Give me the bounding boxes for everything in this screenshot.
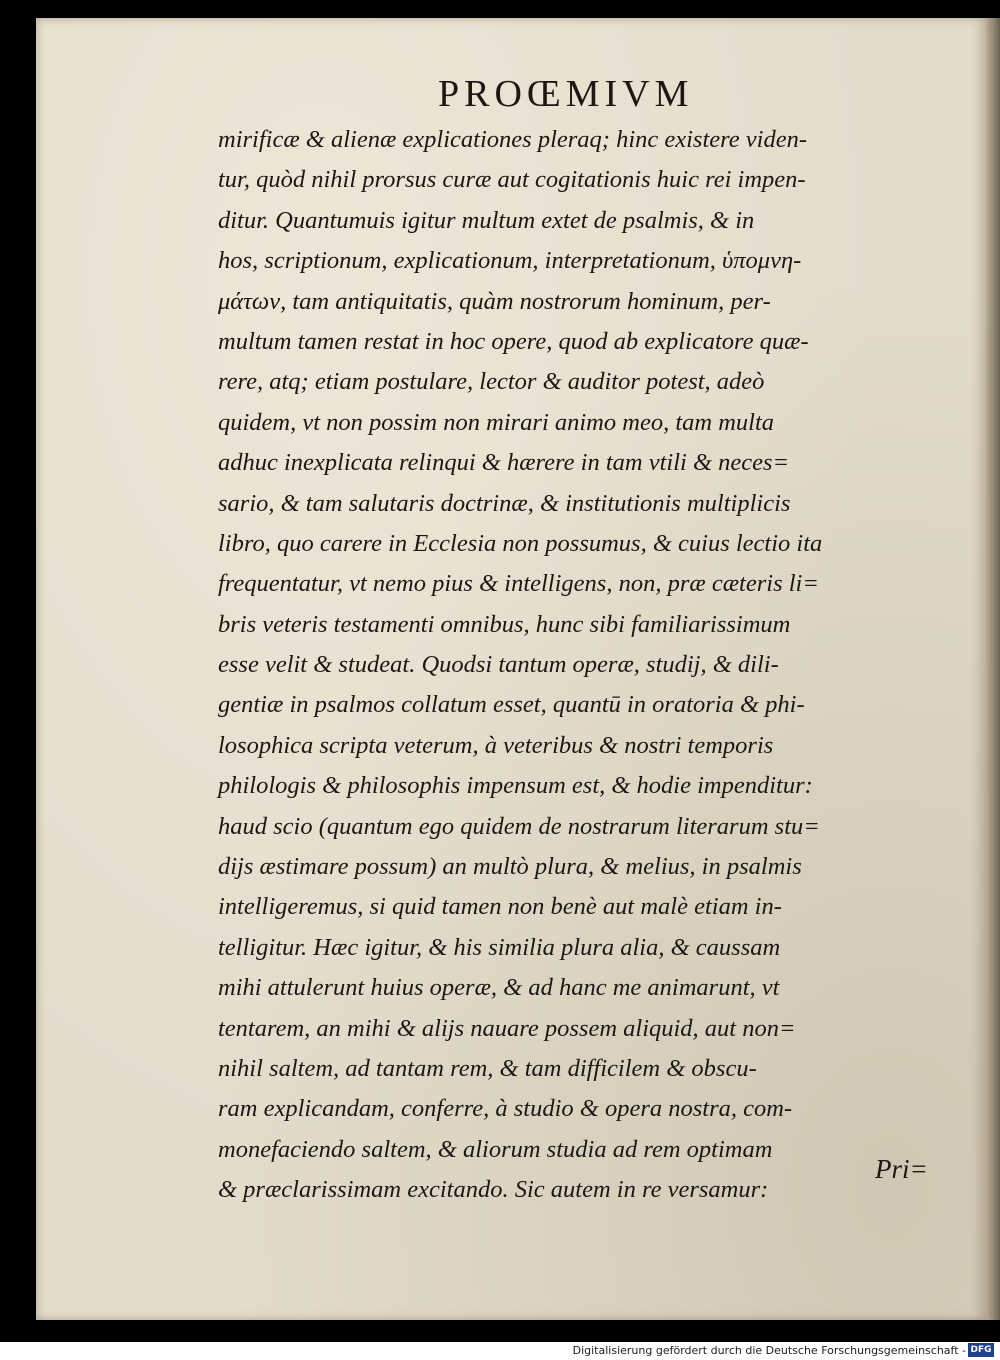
text-line: multum tamen restat in hoc opere, quod ab explicatore quæ- — [218, 327, 809, 355]
digitization-credit: Digitalisierung gefördert durch die Deutsche Forschungsgemeinschaft - — [572, 1344, 966, 1357]
text-line: quidem, vt non possim non mirari animo meo, tam multa — [218, 408, 774, 436]
book-edge — [986, 18, 1000, 1320]
body-text — [218, 120, 948, 1211]
text-line: μάτων, tam antiquitatis, quàm nostrorum hominum, per- — [218, 287, 771, 315]
text-line: tur, quòd nihil prorsus curæ aut cogitationis huic rei impen- — [218, 166, 806, 194]
text-line: dijs æstimare possum) an multò plura, & melius, in psalmis — [218, 853, 802, 881]
text-line: ditur. Quantumuis igitur multum extet de psalmis, & in — [218, 206, 755, 234]
catchword: Pri= — [875, 1154, 928, 1184]
text-line: rere, atq; etiam postulare, lector & auditor potest, adeò — [218, 368, 765, 396]
text-line: adhuc inexplicata relinqui & hærere in tam vtili & neces= — [218, 449, 790, 477]
text-line: losophica scripta veterum, à veteribus & nostri temporis — [218, 731, 774, 759]
text-line: & præclarissimam excitando. Sic autem in re versamur: — [218, 1176, 769, 1204]
text-line: haud scio (quantum ego quidem de nostrarum literarum stu= — [218, 812, 820, 840]
text-line: sario, & tam salutaris doctrinæ, & institutionis multiplicis — [218, 489, 791, 517]
text-line: frequentatur, vt nemo pius & intelligens, non, præ cæteris li= — [218, 570, 819, 598]
text-line: bris veteris testamenti omnibus, hunc sibi familiarissimum — [218, 610, 791, 638]
text-line: esse velit & studeat. Quodsi tantum operæ, studij, & dili- — [218, 651, 779, 679]
dfg-logo: DFG — [968, 1343, 994, 1357]
text-line: libro, quo carere in Ecclesia non possumus, & cuius lectio ita — [218, 529, 823, 557]
text-line: nihil saltem, ad tantam rem, & tam difficilem & obscu- — [218, 1054, 757, 1082]
text-line: monefaciendo saltem, & aliorum studia ad rem optimam — [218, 1135, 773, 1163]
text-line: mirificæ & alienæ explicationes pleraq; hinc existere viden- — [218, 126, 807, 153]
text-line: hos, scriptionum, explicationum, interpretationum, ὑπομνη- — [218, 247, 802, 275]
text-line: philologis & philosophis impensum est, & hodie impenditur: — [218, 772, 813, 800]
running-header: PROŒMIVM — [438, 73, 694, 115]
text-line: telligitur. Hæc igitur, & his similia plura alia, & caussam — [218, 933, 781, 961]
text-line: ram explicandam, conferre, à studio & opera nostra, com- — [218, 1095, 793, 1123]
text-line: mihi attulerunt huius operæ, & ad hanc me animarunt, vt — [218, 974, 780, 1002]
text-line: gentiæ in psalmos collatum esset, quantū in oratoria & phi- — [218, 691, 805, 719]
text-line: intelligeremus, si quid tamen non benè aut malè etiam in- — [218, 893, 782, 921]
text-line: tentarem, an mihi & alijs nauare possem aliquid, aut non= — [218, 1014, 796, 1042]
